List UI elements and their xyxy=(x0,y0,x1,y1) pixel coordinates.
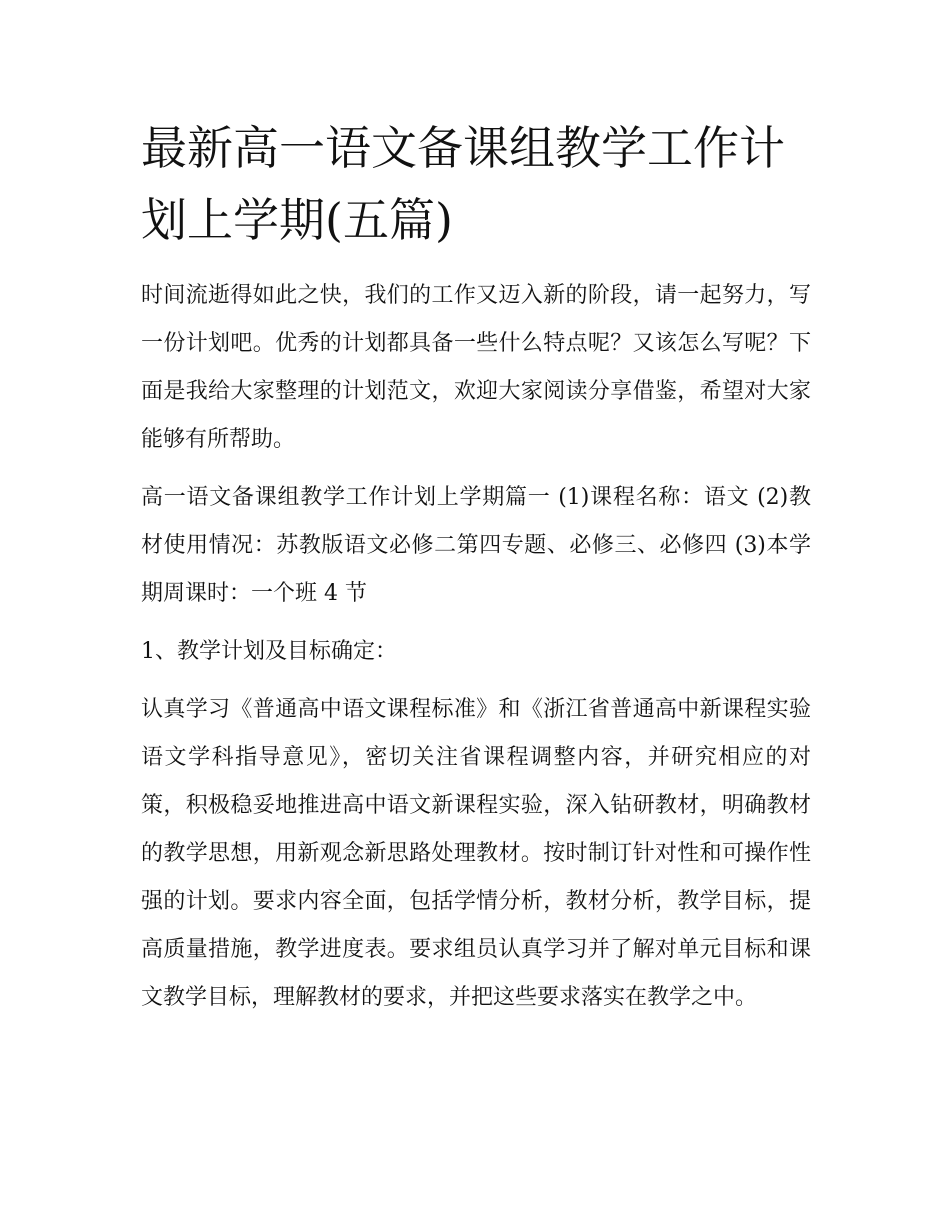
section-heading: 1、教学计划及目标确定： xyxy=(141,639,397,664)
body-paragraph: 认真学习《普通高中语文课程标准》和《浙江省普通高中新课程实验语文学科指导意见》，密切关注省课程调整内容，并研究相应的对策，积极稳妥地推进高中语文新课程实验，深入钻研教材，明确教材的教学思想，用新观念新思路处理教材。按时制订针对性和可操作性强的计划。要求内容全面，包括学情分析，教材分析，教学目标，提高质量措施，教学进度表。要求组员认真学习并了解对单元目标和课文教学目标，理解教材的要求，并把这些要求落实在教学之中。 xyxy=(141,697,811,1010)
intro-paragraph: 时间流逝得如此之快，我们的工作又迈入新的阶段，请一起努力，写一份计划吧。优秀的计划都具备一些什么特点呢？又该怎么写呢？下面是我给大家整理的计划范文，欢迎大家阅读分享借鉴，希望对大家能够有所帮助。 xyxy=(141,283,811,452)
title-block xyxy=(141,112,811,256)
document-content xyxy=(141,112,811,1022)
course-info-paragraph: 高一语文备课组教学工作计划上学期篇一 (1)课程名称：语文 (2)教材使用情况：苏教版语文必修二第四专题、必修三、必修四 (3)本学期周课时：一个班 4 节 xyxy=(141,485,811,606)
document-title: 最新高一语文备课组教学工作计划上学期(五篇) xyxy=(141,121,785,247)
